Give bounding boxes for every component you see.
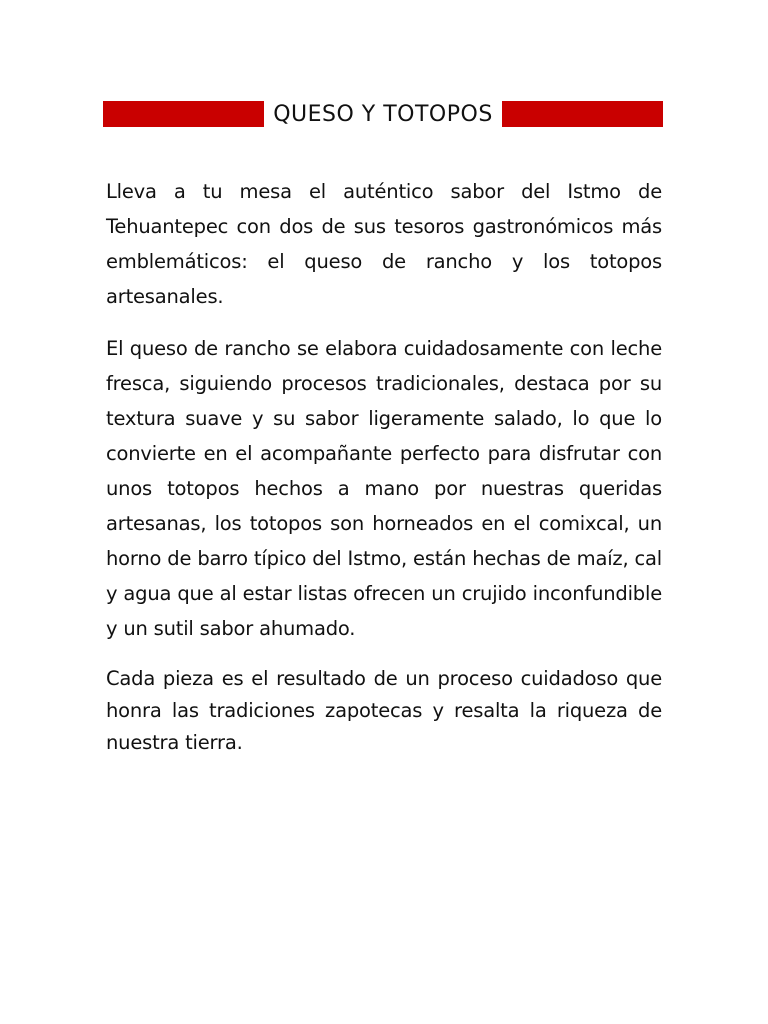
body-text [106,174,662,776]
title-banner [103,98,663,130]
paragraph-intro: Lleva a tu mesa el auténtico sabor del Istmo de Tehuantepec con dos de sus tesoros gastronómicos más emblemáticos: el queso de rancho y los totopos artesanales. [106,180,662,308]
paragraph-closing: Cada pieza es el resultado de un proceso cuidadoso que honra las tradiciones zapotecas y resalta la riqueza de nuestra tierra. [106,667,662,754]
paragraph-queso: El queso de rancho se elabora cuidadosamente con leche fresca, siguiendo procesos tradicionales, destaca por su textura suave y su sabor ligeramente salado, lo que lo convierte en el acompañante perfecto para disfrutar con unos totopos hechos a mano por nuestras queridas artesanas, los totopos son horneados en el comixcal, un horno de barro típico del Istmo, están hechas de maíz, cal y agua que al estar listas ofrecen un crujido inconfundible y un sutil sabor ahumado. [106,337,662,640]
page-title: QUESO Y TOTOPOS [273,102,493,127]
left-accent-bar [103,101,264,127]
right-accent-bar [502,101,663,127]
